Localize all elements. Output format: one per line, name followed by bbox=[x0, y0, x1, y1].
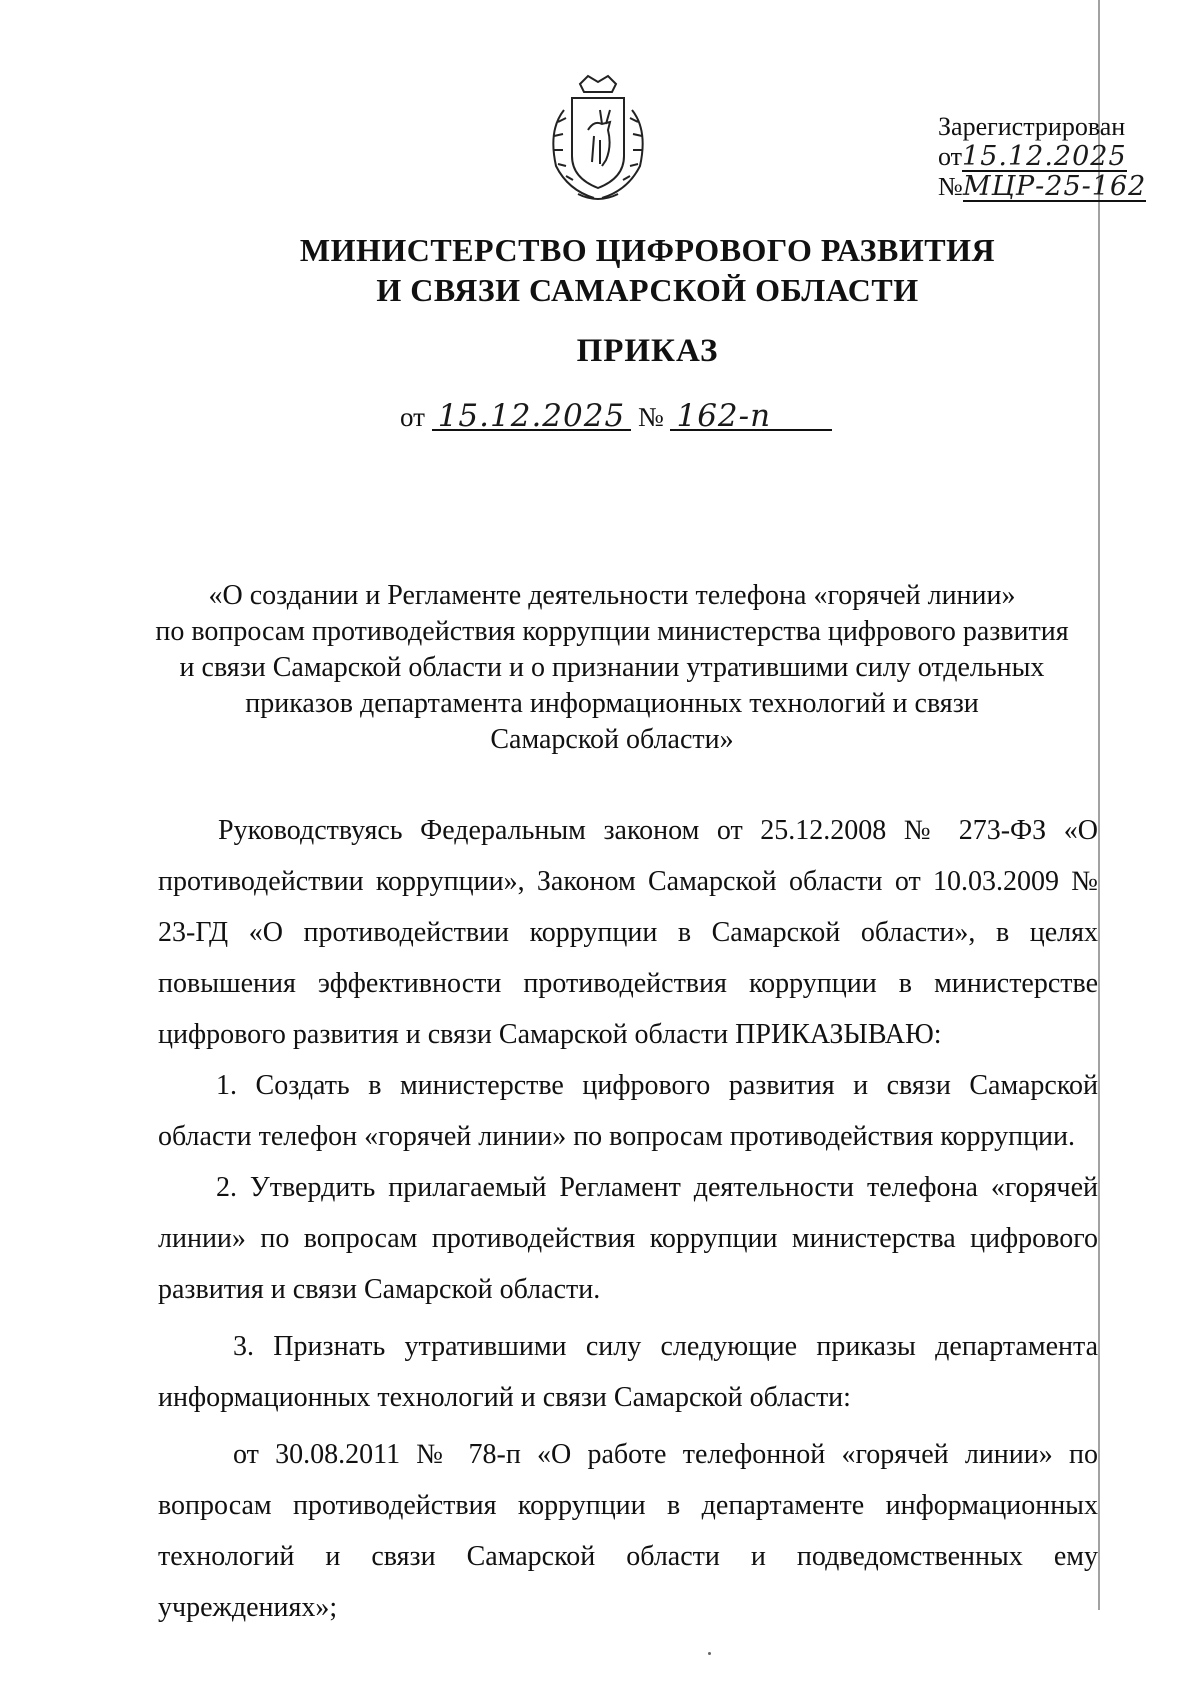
ministry-title-line2: И СВЯЗИ САМАРСКОЙ ОБЛАСТИ bbox=[376, 272, 919, 308]
order-body bbox=[158, 805, 1098, 1633]
subject-line: Самарской области» bbox=[490, 724, 734, 755]
order-item-2: 2. Утвердить прилагаемый Регламент деятельности телефона «горячей линии» по вопросам противодействия коррупции министерства цифрового развития и связи Самарской области. bbox=[158, 1172, 1098, 1305]
ministry-title bbox=[0, 230, 1200, 310]
subject-line: по вопросам противодействия коррупции министерства цифрового развития bbox=[155, 616, 1069, 647]
subject-line: «О создании и Регламенте деятельности телефона «горячей линии» bbox=[208, 580, 1016, 611]
registration-number-row bbox=[938, 172, 1158, 202]
order-date-prefix: от bbox=[400, 402, 425, 432]
order-date: 15.12.2025 bbox=[432, 403, 632, 431]
subject-line: приказов департамента информационных технологий и связи bbox=[245, 688, 979, 719]
scan-speck bbox=[708, 1652, 711, 1655]
order-item-1: 1. Создать в министерстве цифрового развития и связи Самарской области телефон «горячей линии» по вопросам противодействия коррупции. bbox=[158, 1070, 1098, 1152]
ministry-title-line1: МИНИСТЕРСТВО ЦИФРОВОГО РАЗВИТИЯ bbox=[299, 232, 996, 268]
order-subject bbox=[130, 578, 1094, 758]
order-number-prefix: № bbox=[637, 402, 664, 432]
registration-date-row bbox=[938, 142, 1158, 172]
registration-number-prefix: № bbox=[938, 172, 963, 201]
registration-number: МЦР-25-162 bbox=[962, 171, 1147, 202]
order-item-3: 3. Признать утратившими силу следующие приказы департамента информационных технологий и связи Самарской области: bbox=[158, 1331, 1098, 1413]
registration-date: 15.12.2025 bbox=[962, 141, 1127, 172]
registration-date-prefix: от bbox=[938, 142, 963, 171]
subject-line: и связи Самарской области и о признании утратившими силу отдельных bbox=[179, 652, 1045, 683]
registration-label: Зарегистрирован bbox=[938, 112, 1126, 141]
document-type: ПРИКАЗ bbox=[576, 333, 719, 369]
order-line bbox=[400, 398, 832, 434]
preamble-paragraph: Руководствуясь Федеральным законом от 25.12.2008 № 273-ФЗ «О противодействии коррупции», Законом Самарской области от 10.03.2009 № 23-ГД «О противодействии коррупции в Самарской области», в целях повышения эффективности противодействия коррупции в министерстве цифрового развития и связи Самарской области ПРИКАЗЫВАЮ: bbox=[158, 815, 1098, 1050]
coat-of-arms-icon bbox=[528, 70, 668, 210]
registration-stamp bbox=[938, 112, 1158, 202]
order-number: 162-п bbox=[670, 403, 832, 431]
order-item-3-sub-1: от 30.08.2011 № 78-п «О работе телефонной «горячей линии» по вопросам противодействия коррупции в департаменте информационных технологий и связи Самарской области и подведомственных ему учреждениях»; bbox=[158, 1439, 1098, 1623]
